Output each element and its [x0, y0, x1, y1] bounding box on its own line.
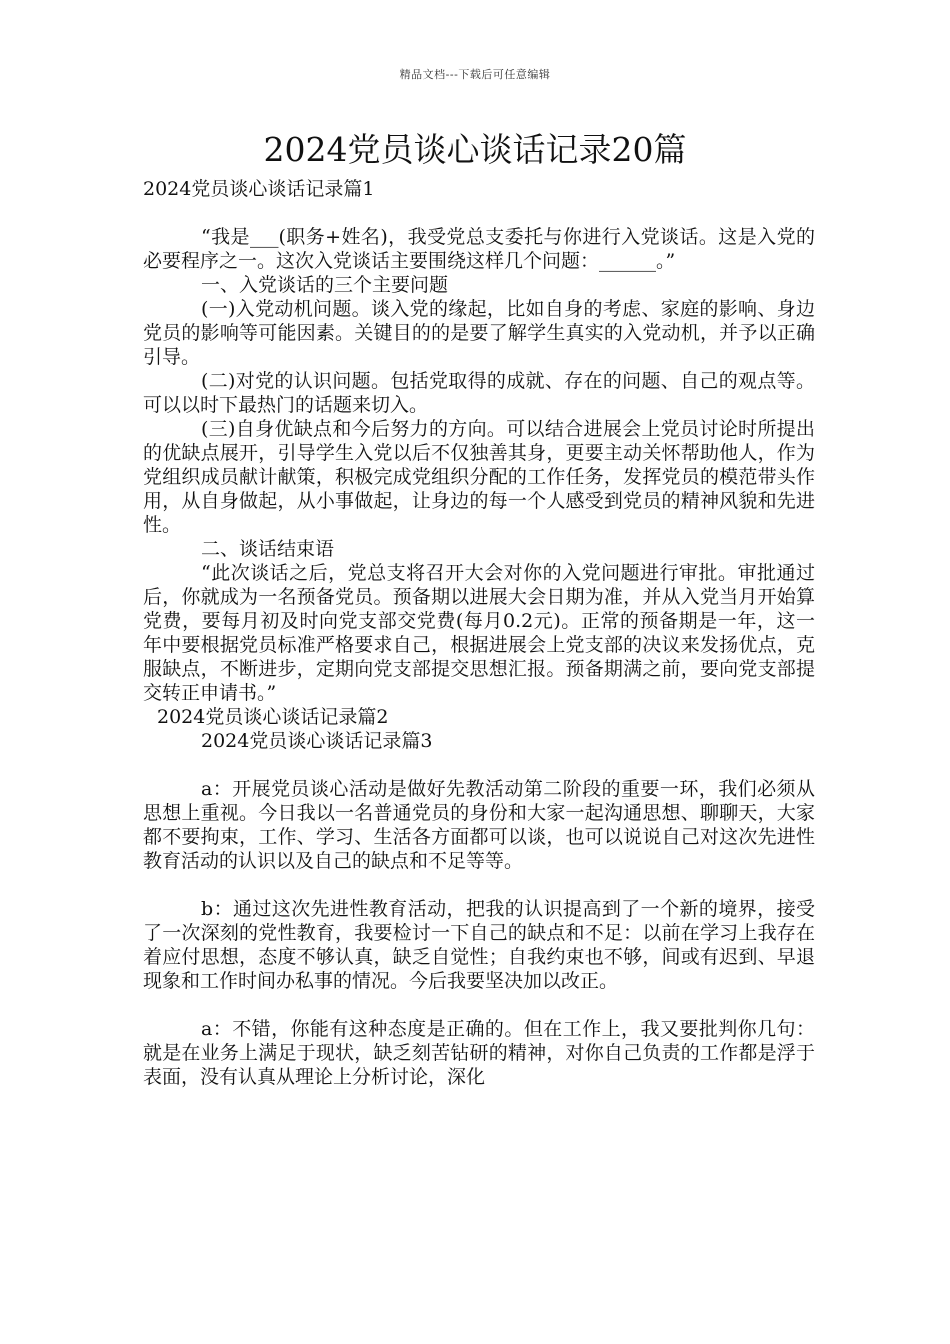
header-note: 精品文档---下载后可任意编辑	[399, 68, 551, 81]
blank-line	[143, 201, 815, 225]
document-body	[143, 177, 815, 1089]
blank-line	[143, 993, 815, 1017]
paragraph: “我是___(职务+姓名)，我受党总支委托与你进行入党谈话。这是入党的必要程序之一。这次入党谈话主要围绕这样几个问题：______。”	[143, 226, 815, 272]
subheading: 二、谈话结束语	[201, 538, 335, 560]
paragraph: (一)入党动机问题。谈入党的缘起，比如自身的考虑、家庭的影响、身边党员的影响等可能因素。关键目的的是要了解学生真实的入党动机，并予以正确引导。	[143, 298, 815, 368]
paragraph: “此次谈话之后，党总支将召开大会对你的入党问题进行审批。审批通过后，你就成为一名预备党员。预备期以进展大会日期为准，并从入党当月开始算党费，要每月初及时向党支部交党费(每月0.2元)。正常的预备期是一年，这一年中要根据党员标准严格要求自己，根据进展会上党支部的决议来发扬优点，克服缺点，不断进步，定期向党支部提交思想汇报。预备期满之前，要向党支部提交转正申请书。”	[143, 562, 815, 704]
document-title: 2024党员谈心谈话记录20篇	[263, 130, 687, 169]
subheading: 一、入党谈话的三个主要问题	[201, 274, 449, 296]
paragraph: a：不错，你能有这种态度是正确的。但在工作上，我又要批判你几句：就是在业务上满足于现状，缺乏刻苦钻研的精神，对你自己负责的工作都是浮于表面，没有认真从理论上分析讨论，深化	[143, 1018, 815, 1088]
section-1-heading: 2024党员谈心谈话记录篇1	[143, 178, 375, 200]
blank-line	[143, 873, 815, 897]
blank-line	[143, 753, 815, 777]
section-2-heading: 2024党员谈心谈话记录篇2	[157, 706, 389, 728]
paragraph: b：通过这次先进性教育活动，把我的认识提高到了一个新的境界，接受了一次深刻的党性教育，我要检讨一下自己的缺点和不足：以前在学习上我存在着应付思想，态度不够认真，缺乏自觉性；自我约束也不够，间或有迟到、早退现象和工作时间办私事的情况。今后我要坚决加以改正。	[143, 898, 815, 992]
paragraph: (二)对党的认识问题。包括党取得的成就、存在的问题、自己的观点等。可以以时下最热门的话题来切入。	[143, 370, 815, 416]
paragraph: a：开展党员谈心活动是做好先教活动第二阶段的重要一环，我们必须从思想上重视。今日我以一名普通党员的身份和大家一起沟通思想、聊聊天，大家都不要拘束，工作、学习、生活各方面都可以谈，也可以说说自己对这次先进性教育活动的认识以及自己的缺点和不足等等。	[143, 778, 815, 872]
section-3-heading: 2024党员谈心谈话记录篇3	[201, 730, 433, 752]
paragraph: (三)自身优缺点和今后努力的方向。可以结合进展会上党员讨论时所提出的优缺点展开，引导学生入党以后不仅独善其身，更要主动关怀帮助他人，作为党组织成员献计献策，积极完成党组织分配的工作任务，发挥党员的模范带头作用，从自身做起，从小事做起，让身边的每一个人感受到党员的精神风貌和先进性。	[143, 418, 815, 536]
